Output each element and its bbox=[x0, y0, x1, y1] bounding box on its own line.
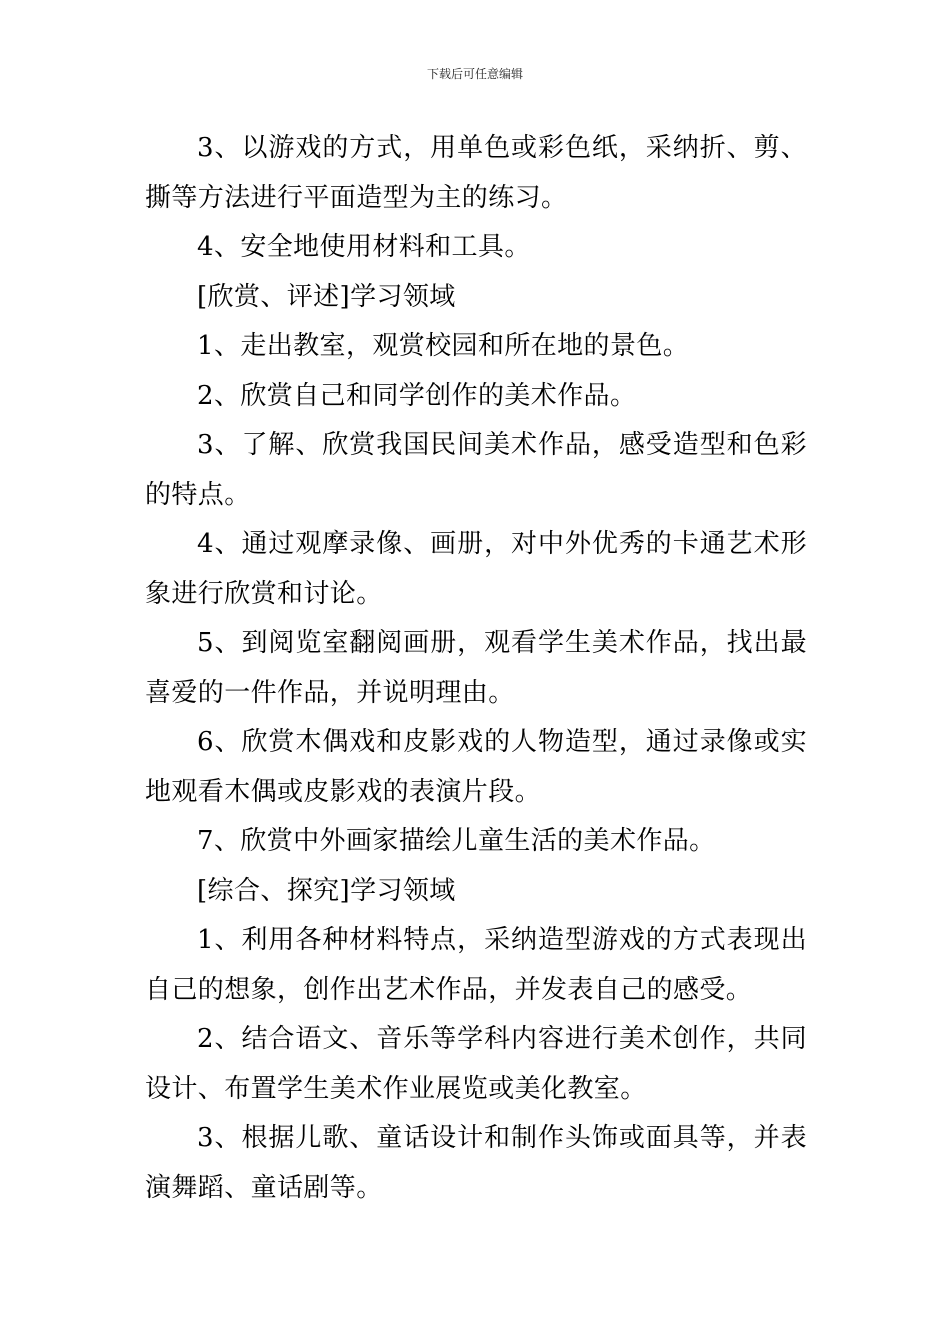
paragraph: 3、了解、欣赏我国民间美术作品，感受造型和色彩的特点。 bbox=[145, 430, 807, 510]
paragraph: 4、安全地使用材料和工具。 bbox=[197, 232, 531, 262]
body-text bbox=[145, 124, 807, 1213]
section-heading: [欣赏、评述]学习领域 bbox=[197, 281, 456, 312]
paragraph: 2、欣赏自己和同学创作的美术作品。 bbox=[197, 380, 637, 411]
paragraph: 2、结合语文、音乐等学科内容进行美术创作，共同设计、布置学生美术作业展览或美化教室。 bbox=[145, 1024, 807, 1104]
paragraph: 6、欣赏木偶戏和皮影戏的人物造型，通过录像或实地观看木偶或皮影戏的表演片段。 bbox=[145, 727, 807, 807]
paragraph: 1、利用各种材料特点，采纳造型游戏的方式表现出自己的想象，创作出艺术作品，并发表自己的感受。 bbox=[145, 925, 807, 1005]
paragraph: 7、欣赏中外画家描绘儿童生活的美术作品。 bbox=[197, 826, 716, 856]
paragraph: 5、到阅览室翻阅画册，观看学生美术作品，找出最喜爱的一件作品，并说明理由。 bbox=[145, 628, 807, 708]
section-heading: [综合、探究]学习领域 bbox=[197, 875, 456, 906]
header-note: 下载后可任意编辑 bbox=[426, 67, 523, 81]
paragraph: 4、通过观摩录像、画册，对中外优秀的卡通艺术形象进行欣赏和讨论。 bbox=[145, 529, 807, 609]
paragraph: 1、走出教室，观赏校园和所在地的景色。 bbox=[197, 331, 690, 361]
paragraph: 3、以游戏的方式，用单色或彩色纸，采纳折、剪、撕等方法进行平面造型为主的练习。 bbox=[145, 133, 807, 213]
paragraph: 3、根据儿歌、童话设计和制作头饰或面具等，并表演舞蹈、童话剧等。 bbox=[145, 1123, 807, 1203]
